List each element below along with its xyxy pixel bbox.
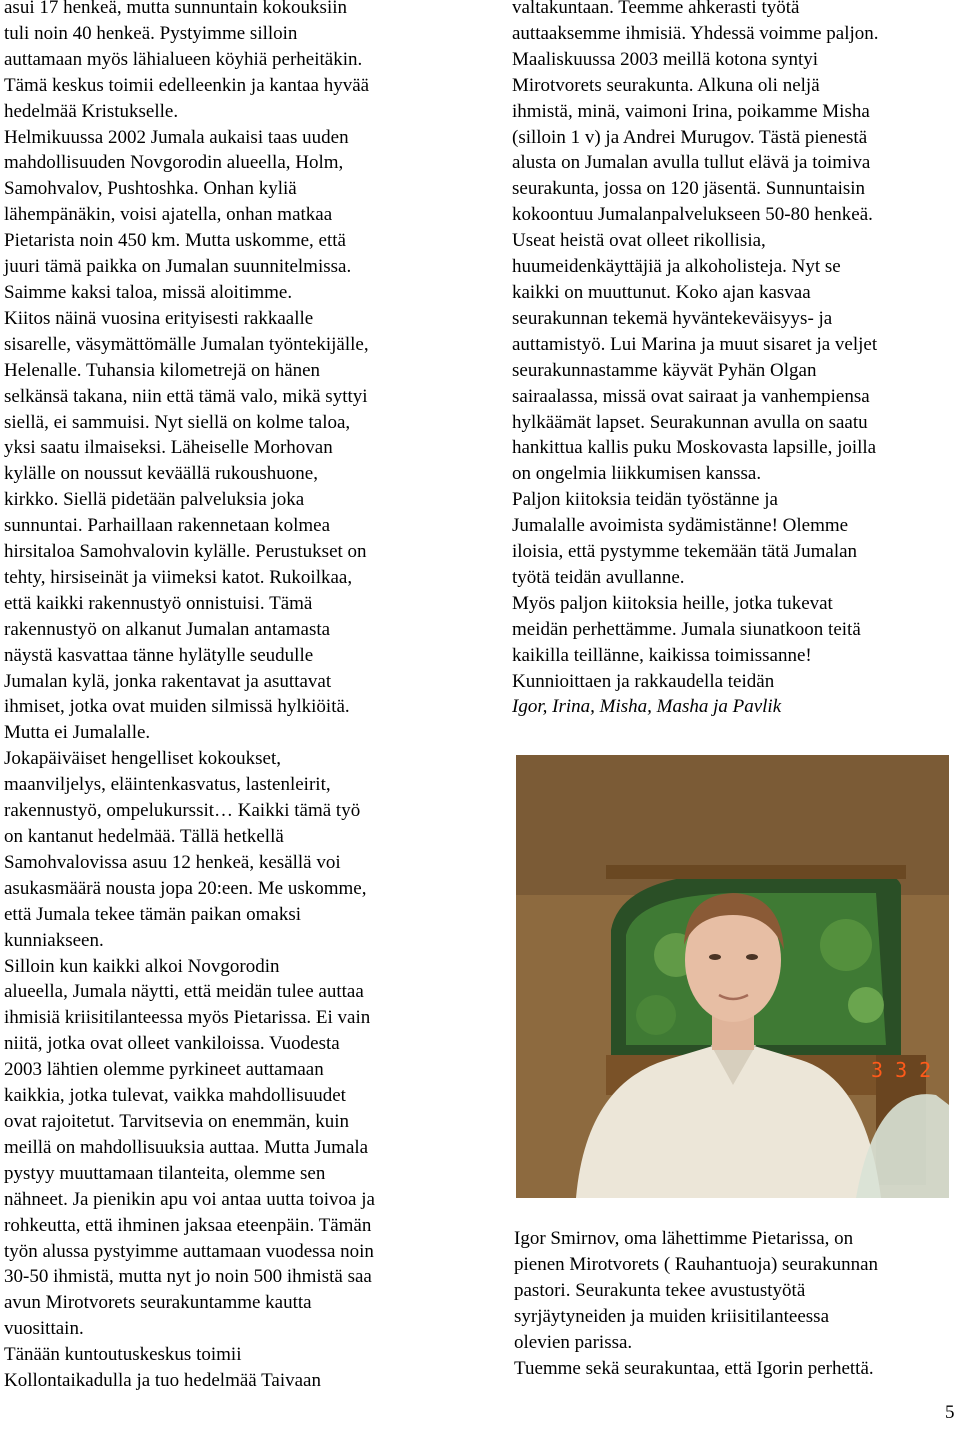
paragraph: Jokapäiväiset hengelliset kokoukset, maanviljelys, eläintenkasvatus, lastenleirit, rakennustyö, ompelukurssit… Kaikki tämä työ on kantanut hedelmää. Tällä hetkellä Samohvalovissa asuu 12 henkeä, kesällä voi asukasmäärä nousta jopa 20:een. Me uskomme, että Jumala tekee tämän paikan omaksi kunniakseen. <box>4 748 367 951</box>
paragraph: Helmikuussa 2002 Jumala aukaisi taas uuden mahdollisuuden Novgorodin alueella, Holm, Samohvalov, Pushtoshka. Onhan kyliä lähempänäkin, voisi ajatella, onhan matkaa Pietarista noin 450 km. Mutta uskomme, että juuri tämä paikka on Jumalan suunnitelmissa. Saimme kaksi taloa, missä aloitimme. <box>4 126 352 303</box>
caption-paragraph: Tuemme sekä seurakuntaa, että Igorin perhettä. <box>514 1357 874 1379</box>
portrait-photo <box>516 755 949 1198</box>
paragraph: Tänään kuntoutuskeskus toimii Kollontaikadulla ja tuo hedelmää Taivaan <box>4 1344 321 1392</box>
paragraph: valtakuntaan. Teemme ahkerasti työtä auttaaksemme ihmisiä. Yhdessä voimme paljon. <box>512 0 879 44</box>
caption-paragraph: Igor Smirnov, oma lähettimme Pietarissa, on pienen Mirotvorets ( Rauhantuoja) seurakunnan pastori. Seurakunta tekee avustustyötä syrjäytyneiden ja muiden kriisitilanteessa olevien parissa. <box>514 1228 879 1353</box>
paragraph: Maaliskuussa 2003 meillä kotona syntyi Mirotvorets seurakunta. Alkuna oli neljä ihmistä, minä, vaimoni Irina, poikamme Misha (silloin 1 v) ja Andrei Murugov. Tästä pienestä alusta on Jumalan avulla tullut elävä ja toimiva seurakunta, jossa on 120 jäsentä. Sunnuntaisin kokoontuu Jumalanpalvelukseen 50-80 henkeä. Useat heistä ovat olleet rikollisia, huumeidenkäyttäjiä ja alkoholisteja. Nyt se kaikki on muuttunut. Koko ajan kasvaa seurakunnan tekemä hyväntekeväisyys- ja auttamistyö. Lui Marina ja muut sisaret ja veljet seurakunnastamme käyvät Pyhän Olgan sairaalassa, missä ovat sairaat ja vanhempiensa hylkäämät lapset. Seurakunnan avulla on saatu hankittua kallis puku Moskovasta lapsille, joilla on ongelmia liikkumisen kanssa. <box>512 48 878 485</box>
paragraph: Kiitos näinä vuosina erityisesti rakkaalle sisarelle, väsymättömälle Jumalan työntekijälle, Helenalle. Tuhansia kilometrejä on hänen selkänsä takana, niin että tämä valo, mikä syttyi siellä, ei sammuisi. Nyt siellä on kolme taloa, yksi saatu ilmaiseksi. Läheiselle Morhovan kylälle on noussut keväällä rukoushuone, kirkko. Siellä pidetään palveluksia joka sunnuntai. Parhaillaan rakennetaan kolmea hirsitaloa Samohvalovin kylälle. Perustukset on tehty, hirsiseinät ja viimeksi katot. Rukoilkaa, että kaikki rakennustyö onnistuisi. Tämä rakennustyö on alkanut Jumalan antamasta näystä kasvattaa tänne hylätylle seudulle Jumalan kylä, jonka rakentavat ja asuttavat ihmiset, jotka ovat muiden silmissä hylkiöitä. Mutta ei Jumalalle. <box>4 307 369 744</box>
left-column <box>4 0 474 1394</box>
timestamp-fragment: 3 3 2 <box>871 1058 932 1082</box>
right-column <box>512 0 952 720</box>
signature: Igor, Irina, Misha, Masha ja Pavlik <box>512 696 782 718</box>
paragraph: Paljon kiitoksia teidän työstänne ja Jumalalle avoimista sydämistänne! Olemme iloisia, että pystymme tekemään tätä Jumalan työtä teidän avullanne. <box>512 489 858 588</box>
paragraph: Myös paljon kiitoksia heille, jotka tukevat meidän perhettämme. Jumala siunatkoon teitä kaikilla teillänne, kaikissa toimissanne! Kunnioittaen ja rakkaudella teidän <box>512 592 861 692</box>
paragraph: asui 17 henkeä, mutta sunnuntain kokouksiin tuli noin 40 henkeä. Pystyimme silloin auttamaan myös lähialueen köyhiä perheitäkin. Tämä keskus toimii edelleenkin ja kantaa hyvää hedelmää Kristukselle. <box>4 0 370 122</box>
photo-caption <box>514 1226 954 1381</box>
page-number: 5 <box>945 1402 955 1423</box>
paragraph: Silloin kun kaikki alkoi Novgorodin alueella, Jumala näytti, että meidän tulee auttaa ihmisiä kriisitilanteessa myös Pietarissa. Ei vain niitä, jotka ovat olleet vankiloissa. Vuodesta 2003 lähtien olemme pyrkineet auttamaan kaikkia, jotka tulevat, vaikka mahdollisuudet ovat rajoitetut. Tarvitsevia on enemmän, kuin meillä on mahdollisuuksia auttaa. Mutta Jumala pystyy muuttamaan tilanteita, olemme sen nähneet. Ja pienikin apu voi antaa uutta toivoa ja rohkeutta, että ihminen jaksaa eteenpäin. Tämän työn alussa pystyimme auttamaan vuodessa noin 30-50 ihmistä, mutta nyt jo noin 500 ihmistä saa avun Mirotvorets seurakuntamme kautta vuosittain. <box>4 955 375 1340</box>
